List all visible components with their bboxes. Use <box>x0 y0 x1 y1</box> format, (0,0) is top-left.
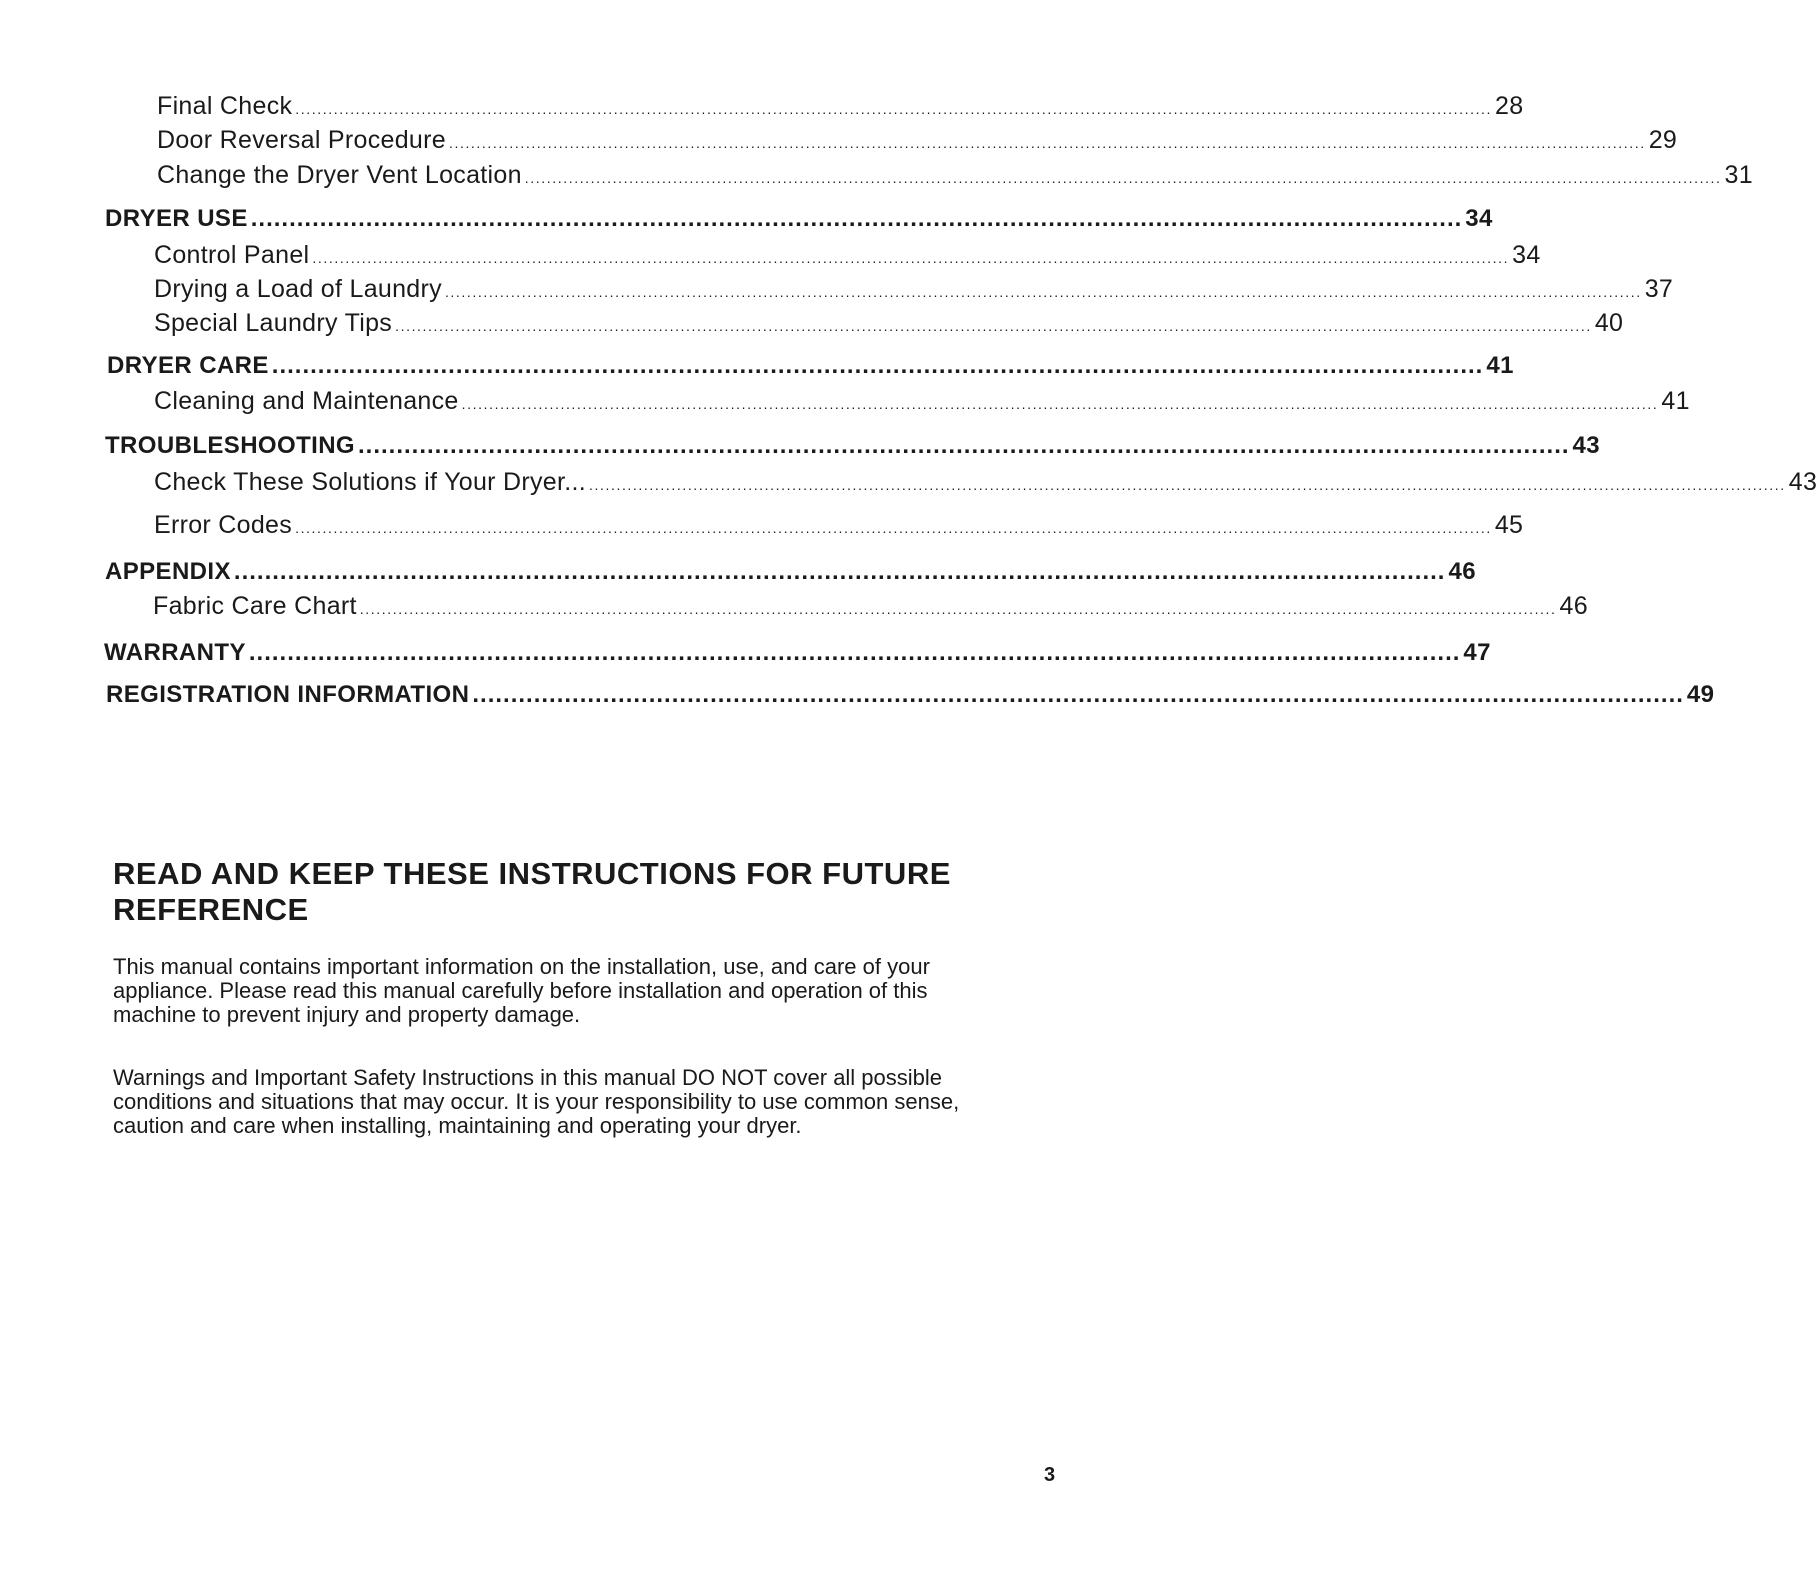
toc-entry-label: Special Laundry Tips <box>154 309 393 337</box>
toc-entry-page: 28 <box>1495 92 1524 120</box>
toc-entry-drying-load[interactable] <box>154 275 1674 304</box>
toc-dot-leader: .............................................................................................................................................................. <box>271 352 1484 379</box>
toc-entry-page: 43 <box>1572 432 1601 459</box>
toc-entry-label: REGISTRATION INFORMATION <box>106 681 470 708</box>
toc-entry-label: Fabric Care Chart <box>153 592 357 620</box>
toc-entry-page: 34 <box>1465 205 1493 232</box>
toc-entry-label: WARRANTY <box>104 639 246 666</box>
notice-heading: READ AND KEEP THESE INSTRUCTIONS FOR FUTURE REFERENCE <box>113 856 951 927</box>
toc-entry-page: 43 <box>1788 468 1817 496</box>
toc-entry-label: Cleaning and Maintenance <box>154 387 459 415</box>
toc-entry-page: 34 <box>1512 241 1541 269</box>
toc-entry-appendix[interactable] <box>105 558 1476 586</box>
toc-entry-label: Check These Solutions if Your Dryer... <box>154 468 586 496</box>
toc-entry-error-codes[interactable] <box>154 511 1524 540</box>
toc-entry-final-check[interactable] <box>157 92 1524 121</box>
notice-paragraph-warnings: Warnings and Important Safety Instructions in this manual DO NOT cover all possible conditions and situations that may occur. It is your responsibility to use common sense, caution and care when installing, maintaining and operating your dryer. <box>113 1065 960 1138</box>
toc-dot-leader: .............................................................................................................................................................. <box>250 205 1463 232</box>
toc-entry-laundry-tips[interactable] <box>154 309 1624 338</box>
toc-dot-leader: .......................................................................................................................................................................................................................... <box>312 250 1510 266</box>
toc-entry-page: 46 <box>1559 592 1588 620</box>
toc-entry-page: 47 <box>1463 639 1491 666</box>
toc-entry-label: Door Reversal Procedure <box>157 126 446 154</box>
toc-dot-leader: .............................................................................................................................................................. <box>472 681 1684 708</box>
toc-entry-page: 49 <box>1686 681 1715 708</box>
toc-dot-leader: .......................................................................................................................................................................................................................... <box>448 135 1646 151</box>
toc-entry-check-solutions[interactable] <box>154 468 1817 497</box>
toc-entry-fabric-care[interactable] <box>153 592 1588 621</box>
toc-entry-warranty[interactable] <box>104 639 1491 667</box>
toc-dot-leader: .............................................................................................................................................................. <box>233 558 1446 585</box>
toc-dot-leader: .............................................................................................................................................................. <box>248 639 1461 666</box>
toc-entry-dryer-care[interactable] <box>107 352 1514 380</box>
toc-entry-door-reversal[interactable] <box>157 126 1678 155</box>
toc-entry-label: Final Check <box>157 92 293 120</box>
toc-dot-leader: .......................................................................................................................................................................................................................... <box>295 520 1492 536</box>
toc-dot-leader: .......................................................................................................................................................................................................................... <box>461 396 1659 412</box>
toc-entry-page: 45 <box>1494 511 1524 539</box>
toc-entry-control-panel[interactable] <box>154 241 1541 270</box>
toc-entry-page: 37 <box>1644 275 1674 303</box>
toc-entry-cleaning[interactable] <box>154 387 1690 416</box>
toc-entry-registration[interactable] <box>106 681 1715 709</box>
toc-dot-leader: .......................................................................................................................................................................................................................... <box>395 318 1592 334</box>
toc-entry-page: 29 <box>1648 126 1678 154</box>
toc-dot-leader: .......................................................................................................................................................................................................................... <box>524 170 1722 186</box>
notice-paragraph-manual: This manual contains important information on the installation, use, and care of your appliance. Please read this manual carefully before installation and operation of this machine to prevent injury and property damage. <box>113 954 930 1027</box>
toc-entry-page: 40 <box>1594 309 1624 337</box>
toc-dot-leader: .......................................................................................................................................................................................................................... <box>295 101 1493 117</box>
toc-entry-troubleshooting[interactable] <box>105 432 1601 460</box>
toc-entry-page: 41 <box>1661 387 1690 415</box>
toc-entry-page: 41 <box>1486 352 1514 379</box>
toc-entry-dryer-use[interactable] <box>105 205 1493 233</box>
toc-entry-label: Change the Dryer Vent Location <box>157 161 522 189</box>
toc-dot-leader: .......................................................................................................................................................................................................................... <box>444 284 1642 300</box>
toc-entry-label: Control Panel <box>154 241 310 269</box>
toc-dot-leader: .............................................................................................................................................................. <box>358 432 1570 459</box>
toc-dot-leader: .......................................................................................................................................................................................................................... <box>589 477 1786 493</box>
toc-entry-label: DRYER CARE <box>107 352 269 379</box>
toc-entry-label: Drying a Load of Laundry <box>154 275 442 303</box>
toc-entry-vent-location[interactable] <box>157 161 1753 190</box>
toc-dot-leader: .......................................................................................................................................................................................................................... <box>359 601 1557 617</box>
toc-entry-label: Error Codes <box>154 511 293 539</box>
toc-entry-label: DRYER USE <box>105 205 248 232</box>
toc-entry-label: TROUBLESHOOTING <box>105 432 355 459</box>
toc-entry-label: APPENDIX <box>105 558 231 585</box>
toc-entry-page: 31 <box>1724 161 1753 189</box>
page-number: 3 <box>1044 1464 1056 1486</box>
toc-entry-page: 46 <box>1448 558 1476 585</box>
